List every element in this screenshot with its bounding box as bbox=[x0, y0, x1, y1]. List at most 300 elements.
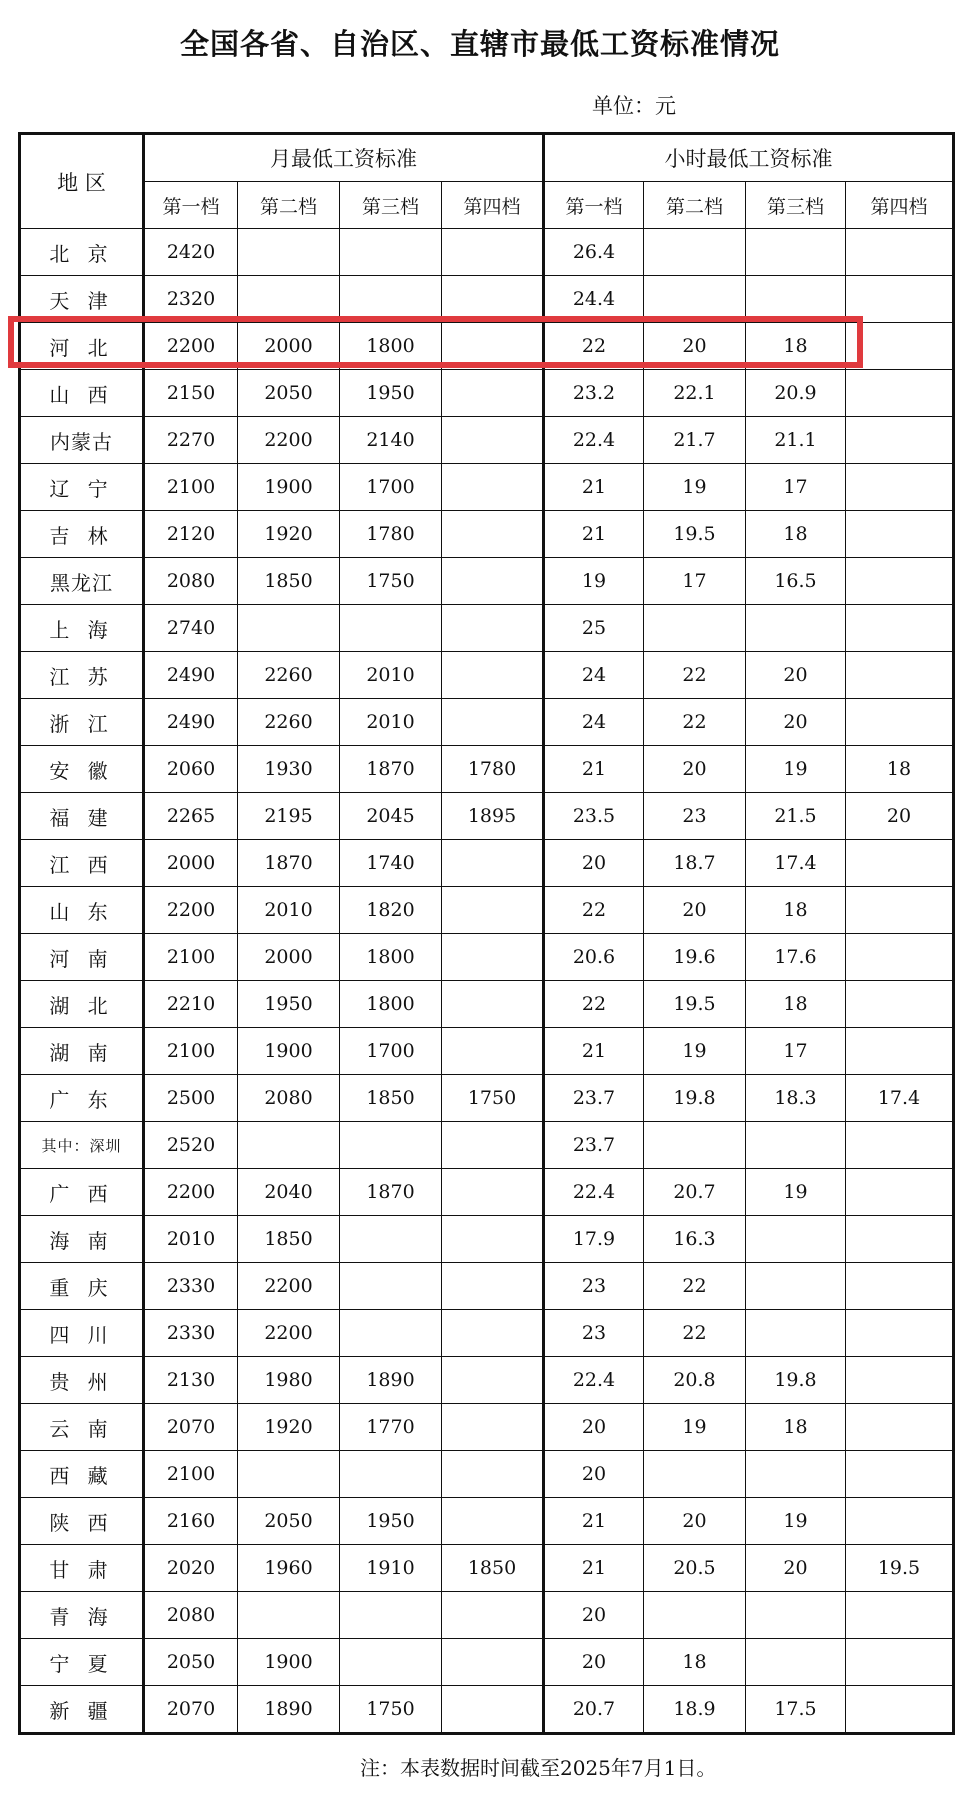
hourly-tier-3-cell bbox=[746, 1216, 846, 1263]
table-row bbox=[20, 793, 954, 840]
hourly-tier-1-cell: 20 bbox=[544, 1639, 644, 1686]
table-row bbox=[20, 840, 954, 887]
region-cell: 江 西 bbox=[20, 840, 144, 887]
table-row bbox=[20, 1545, 954, 1592]
monthly-tier-2-cell: 2260 bbox=[238, 652, 340, 699]
monthly-tier-4-cell bbox=[442, 1310, 544, 1357]
region-cell: 湖 南 bbox=[20, 1028, 144, 1075]
monthly-tier-4-cell bbox=[442, 229, 544, 276]
hourly-tier-4-cell bbox=[846, 981, 954, 1028]
hourly-tier-2-cell: 22.1 bbox=[644, 370, 746, 417]
monthly-tier-1-cell: 2000 bbox=[144, 840, 238, 887]
region-cell: 其中：深圳 bbox=[20, 1122, 144, 1169]
table-row bbox=[20, 1075, 954, 1122]
monthly-tier-3-cell bbox=[340, 276, 442, 323]
hourly-tier-2-cell: 20 bbox=[644, 887, 746, 934]
monthly-tier-1-cell: 2490 bbox=[144, 699, 238, 746]
monthly-tier-1-cell: 2070 bbox=[144, 1404, 238, 1451]
region-cell: 黑龙江 bbox=[20, 558, 144, 605]
table-row bbox=[20, 229, 954, 276]
table-row bbox=[20, 652, 954, 699]
table-row bbox=[20, 464, 954, 511]
table-row bbox=[20, 1028, 954, 1075]
monthly-tier-3-cell: 1850 bbox=[340, 1075, 442, 1122]
monthly-tier-2-cell bbox=[238, 1451, 340, 1498]
hourly-tier-4-cell bbox=[846, 1263, 954, 1310]
hourly-tier-1-cell: 19 bbox=[544, 558, 644, 605]
hourly-tier-2-cell: 17 bbox=[644, 558, 746, 605]
hourly-tier-2-cell: 20 bbox=[644, 323, 746, 370]
hourly-tier-3-cell bbox=[746, 1451, 846, 1498]
monthly-tier-2-cell: 2000 bbox=[238, 934, 340, 981]
hourly-tier-1-cell: 20 bbox=[544, 840, 644, 887]
page-title: 全国各省、自治区、直辖市最低工资标准情况 bbox=[179, 27, 780, 61]
hourly-tier-2-cell: 20 bbox=[644, 1498, 746, 1545]
monthly-tier-3-cell: 1800 bbox=[340, 934, 442, 981]
hourly-tier-3-cell: 18 bbox=[746, 511, 846, 558]
table-row bbox=[20, 605, 954, 652]
region-cell: 浙 江 bbox=[20, 699, 144, 746]
monthly-tier-1-cell: 2200 bbox=[144, 887, 238, 934]
hourly-tier-3-cell bbox=[746, 1310, 846, 1357]
monthly-tier-4-cell: 1780 bbox=[442, 746, 544, 793]
monthly-tier-1-cell: 2050 bbox=[144, 1639, 238, 1686]
hourly-tier-4-cell bbox=[846, 1028, 954, 1075]
hourly-tier-2-cell: 20.8 bbox=[644, 1357, 746, 1404]
monthly-tier-2-cell: 2200 bbox=[238, 1310, 340, 1357]
table-row bbox=[20, 558, 954, 605]
hourly-tier-1-cell: 20.7 bbox=[544, 1686, 644, 1734]
monthly-tier-1-cell: 2010 bbox=[144, 1216, 238, 1263]
region-cell: 四 川 bbox=[20, 1310, 144, 1357]
monthly-tier-4-cell bbox=[442, 699, 544, 746]
hourly-tier-3-cell: 20 bbox=[746, 652, 846, 699]
monthly-tier-4-cell bbox=[442, 370, 544, 417]
hourly-tier-2-cell: 19.8 bbox=[644, 1075, 746, 1122]
monthly-tier-2-header: 第二档 bbox=[238, 182, 340, 229]
hourly-tier-4-cell bbox=[846, 1451, 954, 1498]
monthly-tier-1-cell: 2060 bbox=[144, 746, 238, 793]
hourly-tier-2-cell: 20.7 bbox=[644, 1169, 746, 1216]
region-cell: 河 北 bbox=[20, 323, 144, 370]
table-row bbox=[20, 1263, 954, 1310]
monthly-tier-4-cell bbox=[442, 840, 544, 887]
hourly-tier-4-cell bbox=[846, 417, 954, 464]
monthly-tier-1-cell: 2520 bbox=[144, 1122, 238, 1169]
monthly-tier-3-cell: 1950 bbox=[340, 370, 442, 417]
monthly-tier-3-cell bbox=[340, 1639, 442, 1686]
monthly-tier-1-cell: 2080 bbox=[144, 558, 238, 605]
monthly-tier-3-cell: 2010 bbox=[340, 699, 442, 746]
region-cell: 贵 州 bbox=[20, 1357, 144, 1404]
hourly-tier-4-cell: 20 bbox=[846, 793, 954, 840]
monthly-tier-4-cell bbox=[442, 558, 544, 605]
monthly-tier-1-cell: 2500 bbox=[144, 1075, 238, 1122]
hourly-tier-3-header: 第三档 bbox=[746, 182, 846, 229]
monthly-tier-1-cell: 2100 bbox=[144, 1028, 238, 1075]
hourly-tier-3-cell bbox=[746, 1122, 846, 1169]
monthly-tier-4-cell: 1895 bbox=[442, 793, 544, 840]
monthly-tier-2-cell: 2200 bbox=[238, 1263, 340, 1310]
hourly-tier-2-cell: 22 bbox=[644, 1310, 746, 1357]
monthly-tier-3-cell: 1800 bbox=[340, 981, 442, 1028]
hourly-tier-2-cell: 23 bbox=[644, 793, 746, 840]
region-cell: 吉 林 bbox=[20, 511, 144, 558]
hourly-tier-1-cell: 24.4 bbox=[544, 276, 644, 323]
hourly-tier-4-cell bbox=[846, 1686, 954, 1734]
region-cell: 宁 夏 bbox=[20, 1639, 144, 1686]
hourly-tier-2-cell: 22 bbox=[644, 1263, 746, 1310]
monthly-tier-1-cell: 2160 bbox=[144, 1498, 238, 1545]
hourly-tier-3-cell: 20 bbox=[746, 699, 846, 746]
monthly-tier-4-cell bbox=[442, 464, 544, 511]
region-cell: 湖 北 bbox=[20, 981, 144, 1028]
monthly-tier-3-cell: 1820 bbox=[340, 887, 442, 934]
monthly-tier-3-cell bbox=[340, 1592, 442, 1639]
hourly-tier-4-cell: 18 bbox=[846, 746, 954, 793]
monthly-tier-4-cell bbox=[442, 605, 544, 652]
table-row bbox=[20, 981, 954, 1028]
hourly-tier-1-cell: 20 bbox=[544, 1451, 644, 1498]
hourly-tier-4-cell bbox=[846, 464, 954, 511]
table-row bbox=[20, 323, 954, 370]
hourly-tier-4-cell bbox=[846, 511, 954, 558]
monthly-tier-3-cell bbox=[340, 229, 442, 276]
region-cell: 广 东 bbox=[20, 1075, 144, 1122]
footnote: 注：本表数据时间截至2025年7月1日。 bbox=[360, 1756, 717, 1780]
hourly-tier-3-cell: 17.4 bbox=[746, 840, 846, 887]
region-cell: 安 徽 bbox=[20, 746, 144, 793]
monthly-tier-2-cell: 1960 bbox=[238, 1545, 340, 1592]
hourly-tier-4-cell bbox=[846, 840, 954, 887]
monthly-tier-2-cell bbox=[238, 605, 340, 652]
hourly-tier-1-cell: 20.6 bbox=[544, 934, 644, 981]
hourly-tier-3-cell: 17.6 bbox=[746, 934, 846, 981]
monthly-tier-1-cell: 2270 bbox=[144, 417, 238, 464]
monthly-tier-4-cell bbox=[442, 276, 544, 323]
hourly-tier-4-cell bbox=[846, 1357, 954, 1404]
hourly-tier-3-cell: 18 bbox=[746, 1404, 846, 1451]
hourly-tier-3-cell: 18 bbox=[746, 887, 846, 934]
hourly-tier-2-cell: 18 bbox=[644, 1639, 746, 1686]
hourly-tier-2-cell bbox=[644, 1451, 746, 1498]
monthly-tier-2-cell: 1850 bbox=[238, 558, 340, 605]
monthly-tier-2-cell: 2050 bbox=[238, 1498, 340, 1545]
hourly-tier-1-cell: 22.4 bbox=[544, 1169, 644, 1216]
monthly-tier-3-cell: 2045 bbox=[340, 793, 442, 840]
monthly-tier-3-cell bbox=[340, 1310, 442, 1357]
hourly-tier-1-cell: 23.5 bbox=[544, 793, 644, 840]
minimum-wage-table bbox=[18, 132, 955, 1735]
table-row bbox=[20, 1686, 954, 1734]
hourly-tier-3-cell bbox=[746, 229, 846, 276]
hourly-tier-2-cell: 18.7 bbox=[644, 840, 746, 887]
hourly-tier-4-header: 第四档 bbox=[846, 182, 954, 229]
table-row bbox=[20, 1122, 954, 1169]
monthly-tier-4-cell bbox=[442, 511, 544, 558]
monthly-tier-2-cell: 1920 bbox=[238, 511, 340, 558]
table-row bbox=[20, 699, 954, 746]
monthly-tier-1-cell: 2330 bbox=[144, 1263, 238, 1310]
monthly-tier-4-cell bbox=[442, 417, 544, 464]
monthly-tier-4-cell bbox=[442, 1122, 544, 1169]
monthly-tier-2-cell: 2080 bbox=[238, 1075, 340, 1122]
region-cell: 甘 肃 bbox=[20, 1545, 144, 1592]
hourly-tier-4-cell bbox=[846, 1404, 954, 1451]
hourly-tier-3-cell bbox=[746, 1263, 846, 1310]
region-cell: 陕 西 bbox=[20, 1498, 144, 1545]
table-row bbox=[20, 417, 954, 464]
hourly-tier-2-cell: 19 bbox=[644, 1028, 746, 1075]
monthly-tier-1-cell: 2020 bbox=[144, 1545, 238, 1592]
hourly-tier-4-cell bbox=[846, 1639, 954, 1686]
hourly-tier-2-cell: 20 bbox=[644, 746, 746, 793]
monthly-tier-1-cell: 2070 bbox=[144, 1686, 238, 1734]
region-cell: 广 西 bbox=[20, 1169, 144, 1216]
monthly-tier-1-cell: 2330 bbox=[144, 1310, 238, 1357]
monthly-tier-2-cell: 1980 bbox=[238, 1357, 340, 1404]
hourly-tier-3-cell: 19 bbox=[746, 746, 846, 793]
monthly-tier-4-cell bbox=[442, 323, 544, 370]
table-row bbox=[20, 1451, 954, 1498]
hourly-tier-1-cell: 21 bbox=[544, 1028, 644, 1075]
monthly-tier-3-cell: 2140 bbox=[340, 417, 442, 464]
monthly-tier-3-cell: 2010 bbox=[340, 652, 442, 699]
monthly-tier-1-cell: 2320 bbox=[144, 276, 238, 323]
hourly-tier-3-cell: 17 bbox=[746, 464, 846, 511]
hourly-tier-4-cell bbox=[846, 1310, 954, 1357]
hourly-tier-1-cell: 22 bbox=[544, 981, 644, 1028]
monthly-tier-3-cell bbox=[340, 605, 442, 652]
hourly-tier-1-cell: 20 bbox=[544, 1592, 644, 1639]
table-row bbox=[20, 1169, 954, 1216]
region-cell: 海 南 bbox=[20, 1216, 144, 1263]
monthly-tier-3-cell: 1750 bbox=[340, 558, 442, 605]
hourly-tier-2-cell: 21.7 bbox=[644, 417, 746, 464]
monthly-tier-3-header: 第三档 bbox=[340, 182, 442, 229]
hourly-tier-1-cell: 25 bbox=[544, 605, 644, 652]
region-cell: 内蒙古 bbox=[20, 417, 144, 464]
monthly-tier-1-cell: 2420 bbox=[144, 229, 238, 276]
region-cell: 北 京 bbox=[20, 229, 144, 276]
hourly-tier-1-cell: 21 bbox=[544, 1545, 644, 1592]
region-cell: 重 庆 bbox=[20, 1263, 144, 1310]
monthly-tier-3-cell: 1700 bbox=[340, 464, 442, 511]
monthly-tier-3-cell: 1700 bbox=[340, 1028, 442, 1075]
monthly-tier-2-cell: 1890 bbox=[238, 1686, 340, 1734]
monthly-tier-2-cell: 1900 bbox=[238, 464, 340, 511]
monthly-tier-1-cell: 2200 bbox=[144, 323, 238, 370]
hourly-tier-1-cell: 22 bbox=[544, 323, 644, 370]
region-cell: 青 海 bbox=[20, 1592, 144, 1639]
monthly-tier-2-cell bbox=[238, 276, 340, 323]
monthly-header: 月最低工资标准 bbox=[144, 134, 544, 182]
table-row bbox=[20, 276, 954, 323]
hourly-tier-2-cell: 19 bbox=[644, 464, 746, 511]
region-cell: 福 建 bbox=[20, 793, 144, 840]
hourly-tier-1-cell: 26.4 bbox=[544, 229, 644, 276]
hourly-tier-3-cell: 21.1 bbox=[746, 417, 846, 464]
region-cell: 天 津 bbox=[20, 276, 144, 323]
region-header: 地 区 bbox=[20, 134, 144, 229]
monthly-tier-4-header: 第四档 bbox=[442, 182, 544, 229]
hourly-tier-1-header: 第一档 bbox=[544, 182, 644, 229]
table-row bbox=[20, 887, 954, 934]
monthly-tier-1-cell: 2100 bbox=[144, 1451, 238, 1498]
monthly-tier-2-cell bbox=[238, 1122, 340, 1169]
hourly-tier-1-cell: 23 bbox=[544, 1310, 644, 1357]
hourly-tier-4-cell bbox=[846, 1498, 954, 1545]
monthly-tier-3-cell: 1890 bbox=[340, 1357, 442, 1404]
monthly-tier-4-cell bbox=[442, 887, 544, 934]
hourly-tier-3-cell: 19 bbox=[746, 1169, 846, 1216]
monthly-tier-1-cell: 2740 bbox=[144, 605, 238, 652]
table-row bbox=[20, 1357, 954, 1404]
hourly-tier-3-cell: 20.9 bbox=[746, 370, 846, 417]
monthly-tier-4-cell bbox=[442, 1592, 544, 1639]
monthly-tier-4-cell bbox=[442, 1498, 544, 1545]
hourly-tier-2-cell bbox=[644, 1592, 746, 1639]
monthly-tier-3-cell: 1770 bbox=[340, 1404, 442, 1451]
hourly-tier-2-cell bbox=[644, 229, 746, 276]
hourly-tier-4-cell: 19.5 bbox=[846, 1545, 954, 1592]
monthly-tier-1-cell: 2265 bbox=[144, 793, 238, 840]
hourly-tier-2-cell: 19.6 bbox=[644, 934, 746, 981]
hourly-tier-2-cell: 19 bbox=[644, 1404, 746, 1451]
monthly-tier-3-cell: 1740 bbox=[340, 840, 442, 887]
monthly-tier-4-cell bbox=[442, 1028, 544, 1075]
hourly-tier-3-cell: 19.8 bbox=[746, 1357, 846, 1404]
hourly-tier-2-cell bbox=[644, 605, 746, 652]
monthly-tier-2-cell: 1920 bbox=[238, 1404, 340, 1451]
hourly-tier-1-cell: 20 bbox=[544, 1404, 644, 1451]
table-row bbox=[20, 1498, 954, 1545]
monthly-tier-3-cell bbox=[340, 1122, 442, 1169]
monthly-tier-4-cell bbox=[442, 981, 544, 1028]
monthly-tier-4-cell: 1750 bbox=[442, 1075, 544, 1122]
monthly-tier-2-cell: 2000 bbox=[238, 323, 340, 370]
hourly-tier-1-cell: 24 bbox=[544, 652, 644, 699]
hourly-tier-4-cell bbox=[846, 229, 954, 276]
hourly-tier-4-cell bbox=[846, 1169, 954, 1216]
monthly-tier-2-cell bbox=[238, 1592, 340, 1639]
hourly-tier-2-cell: 22 bbox=[644, 652, 746, 699]
hourly-tier-2-cell: 16.3 bbox=[644, 1216, 746, 1263]
region-cell: 上 海 bbox=[20, 605, 144, 652]
monthly-tier-4-cell bbox=[442, 1263, 544, 1310]
monthly-tier-2-cell: 1950 bbox=[238, 981, 340, 1028]
region-cell: 云 南 bbox=[20, 1404, 144, 1451]
hourly-tier-2-cell bbox=[644, 1122, 746, 1169]
hourly-tier-4-cell bbox=[846, 1122, 954, 1169]
monthly-tier-2-cell bbox=[238, 229, 340, 276]
monthly-tier-1-cell: 2130 bbox=[144, 1357, 238, 1404]
hourly-tier-1-cell: 21 bbox=[544, 511, 644, 558]
monthly-tier-1-cell: 2080 bbox=[144, 1592, 238, 1639]
hourly-tier-3-cell: 18 bbox=[746, 323, 846, 370]
table-row bbox=[20, 746, 954, 793]
monthly-tier-4-cell bbox=[442, 1169, 544, 1216]
hourly-tier-2-cell: 18.9 bbox=[644, 1686, 746, 1734]
hourly-tier-4-cell bbox=[846, 276, 954, 323]
hourly-tier-3-cell bbox=[746, 1639, 846, 1686]
hourly-tier-1-cell: 22 bbox=[544, 887, 644, 934]
table-row bbox=[20, 1404, 954, 1451]
monthly-tier-3-cell: 1750 bbox=[340, 1686, 442, 1734]
monthly-tier-2-cell: 2200 bbox=[238, 417, 340, 464]
hourly-tier-1-cell: 21 bbox=[544, 1498, 644, 1545]
monthly-tier-3-cell: 1780 bbox=[340, 511, 442, 558]
monthly-tier-2-cell: 2040 bbox=[238, 1169, 340, 1216]
hourly-tier-3-cell bbox=[746, 276, 846, 323]
monthly-tier-1-cell: 2100 bbox=[144, 934, 238, 981]
monthly-tier-2-cell: 2050 bbox=[238, 370, 340, 417]
hourly-tier-3-cell: 17 bbox=[746, 1028, 846, 1075]
hourly-tier-3-cell: 17.5 bbox=[746, 1686, 846, 1734]
table-row bbox=[20, 370, 954, 417]
hourly-tier-1-cell: 23.7 bbox=[544, 1122, 644, 1169]
region-cell: 河 南 bbox=[20, 934, 144, 981]
hourly-tier-4-cell: 17.4 bbox=[846, 1075, 954, 1122]
monthly-tier-3-cell bbox=[340, 1451, 442, 1498]
hourly-tier-4-cell bbox=[846, 605, 954, 652]
monthly-tier-4-cell bbox=[442, 1639, 544, 1686]
region-cell: 新 疆 bbox=[20, 1686, 144, 1734]
unit-label: 单位：元 bbox=[592, 94, 676, 118]
monthly-tier-4-cell bbox=[442, 1404, 544, 1451]
hourly-tier-4-cell bbox=[846, 1216, 954, 1263]
monthly-tier-2-cell: 1850 bbox=[238, 1216, 340, 1263]
hourly-tier-2-cell: 19.5 bbox=[644, 511, 746, 558]
hourly-tier-3-cell: 18.3 bbox=[746, 1075, 846, 1122]
table-row bbox=[20, 1639, 954, 1686]
monthly-tier-2-cell: 1900 bbox=[238, 1639, 340, 1686]
monthly-tier-2-cell: 2010 bbox=[238, 887, 340, 934]
monthly-tier-3-cell: 1800 bbox=[340, 323, 442, 370]
table-row bbox=[20, 1592, 954, 1639]
hourly-tier-1-cell: 17.9 bbox=[544, 1216, 644, 1263]
region-cell: 辽 宁 bbox=[20, 464, 144, 511]
hourly-tier-2-cell: 19.5 bbox=[644, 981, 746, 1028]
monthly-tier-2-cell: 2260 bbox=[238, 699, 340, 746]
monthly-tier-1-header: 第一档 bbox=[144, 182, 238, 229]
monthly-tier-2-cell: 1930 bbox=[238, 746, 340, 793]
monthly-tier-3-cell: 1870 bbox=[340, 1169, 442, 1216]
monthly-tier-1-cell: 2120 bbox=[144, 511, 238, 558]
hourly-tier-1-cell: 24 bbox=[544, 699, 644, 746]
hourly-tier-3-cell: 21.5 bbox=[746, 793, 846, 840]
table-row bbox=[20, 511, 954, 558]
hourly-tier-3-cell bbox=[746, 1592, 846, 1639]
hourly-tier-2-header: 第二档 bbox=[644, 182, 746, 229]
monthly-tier-3-cell: 1910 bbox=[340, 1545, 442, 1592]
hourly-tier-1-cell: 22.4 bbox=[544, 417, 644, 464]
hourly-tier-3-cell: 16.5 bbox=[746, 558, 846, 605]
monthly-tier-3-cell: 1950 bbox=[340, 1498, 442, 1545]
monthly-tier-4-cell bbox=[442, 652, 544, 699]
table-row bbox=[20, 1310, 954, 1357]
hourly-header: 小时最低工资标准 bbox=[544, 134, 954, 182]
monthly-tier-1-cell: 2200 bbox=[144, 1169, 238, 1216]
monthly-tier-1-cell: 2100 bbox=[144, 464, 238, 511]
table-row bbox=[20, 1216, 954, 1263]
hourly-tier-1-cell: 23 bbox=[544, 1263, 644, 1310]
region-cell: 江 苏 bbox=[20, 652, 144, 699]
hourly-tier-1-cell: 21 bbox=[544, 464, 644, 511]
hourly-tier-4-cell bbox=[846, 887, 954, 934]
hourly-tier-3-cell: 18 bbox=[746, 981, 846, 1028]
monthly-tier-4-cell bbox=[442, 1686, 544, 1734]
